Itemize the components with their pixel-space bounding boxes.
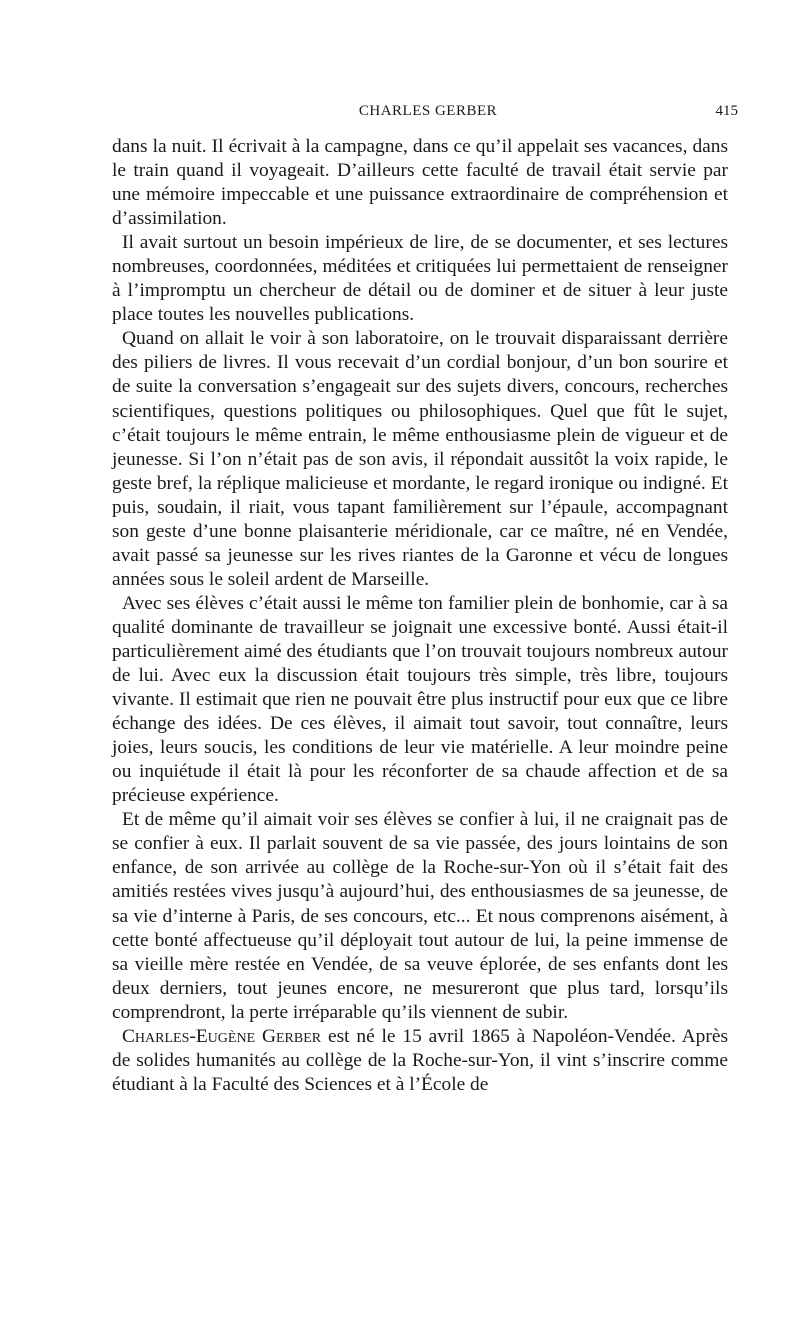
paragraph: Quand on allait le voir à son laboratoire, on le trouvait disparaissant derrière des piliers de livres. Il vous recevait d’un cordial bonjour, d’un bon sourire et de suite la conversation s’engageait sur des sujets divers, concours, recherches scientifiques, questions politiques ou philosophiques. Quel que fût le sujet, c’était toujours le même entrain, le même enthousiasme plein de vigueur et de jeunesse. Si l’on n’était pas de son avis, il répondait aussitôt la voix rapide, le geste bref, la réplique malicieuse et mordante, le regard ironique ou indigné. Et puis, soudain, il riait, vous tapant familièrement sur l’épaule, accompagnant son geste d’une bonne plaisanterie méridionale, car ce maître, né en Vendée, avait passé sa jeunesse sur les rives riantes de la Garonne et vécu de longues années sous le soleil ardent de Marseille. [112, 328, 728, 590]
page-header [118, 103, 738, 125]
paragraph [112, 1025, 728, 1097]
paragraph: dans la nuit. Il écrivait à la campagne, dans ce qu’il appelait ses vacances, dans le train quand il voyageait. D’ailleurs cette faculté de travail était servie par une mémoire impeccable et une puissance extraordinaire de compréhension et d’assimilation. [112, 136, 728, 230]
paragraph: Avec ses élèves c’était aussi le même ton familier plein de bonhomie, car à sa qualité dominante de travailleur se joignait une excessive bonté. Aussi était-il particulièrement aimé des étudiants que l’on trouvait toujours nombreux autour de lui. Avec eux la discussion était toujours très simple, très libre, toujours vivante. Il estimait que rien ne pouvait être plus instructif pour eux que ce libre échange des idées. De ces élèves, il aimait tout savoir, tout connaître, leurs joies, leurs soucis, les conditions de leur vie matérielle. A leur moindre peine ou inquiétude il était là pour les réconforter de sa chaude affection et de sa précieuse expérience. [112, 592, 728, 807]
running-head: CHARLES GERBER [358, 103, 498, 119]
paragraph: Et de même qu’il aimait voir ses élèves se confier à lui, il ne craignait pas de se confier à eux. Il parlait souvent de sa vie passée, des jours lointains de son enfance, de son arrivée au collège de la Roche-sur-Yon où il s’était fait des amitiés restées vives jusqu’à aujourd’hui, des enthousiasmes de sa jeunesse, de sa vie d’interne à Paris, de ses concours, etc... Et nous comprenons aisément, à cette bonté affectueuse qu’il déployait tout autour de lui, la peine immense de sa vieille mère restée en Vendée, de sa veuve éplorée, de ses enfants dont les deux derniers, tout jeunes encore, ne mesureront que plus tard, lorsqu’ils comprendront, la perte irréparable qu’ils viennent de subir. [112, 809, 728, 1023]
page-number: 415 [715, 103, 738, 119]
body-text [112, 135, 728, 1097]
person-name: Charles-Eugène Gerber [122, 1025, 322, 1047]
paragraph: Il avait surtout un besoin impérieux de lire, de se documenter, et ses lectures nombreuses, coordonnées, méditées et critiquées lui permettaient de renseigner à l’impromptu un chercheur de détail ou de dominer et de situer à leur juste place toutes les nouvelles publications. [112, 232, 728, 326]
paragraph-text: est né le 15 avril 1865 à Napoléon-Vendée. Après de solides humanités au collège de la Roche-sur-Yon, il vint s’inscrire comme étudiant à la Faculté des Sciences et à l’École de [112, 1025, 728, 1095]
